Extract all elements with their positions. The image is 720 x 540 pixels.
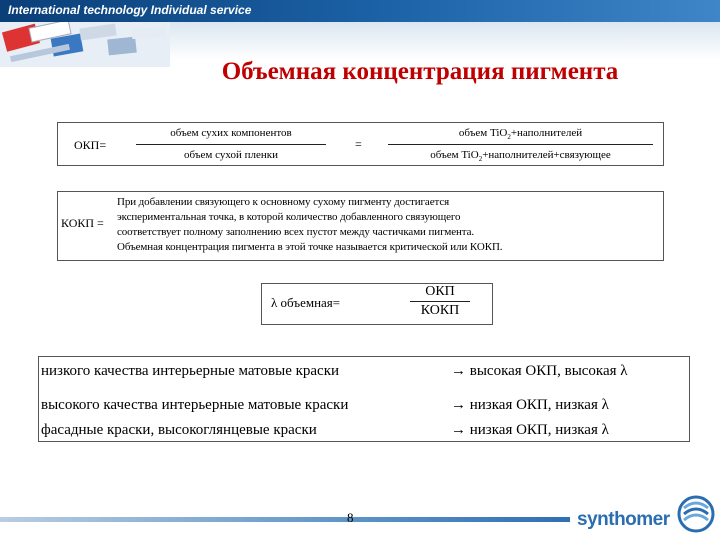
definition-line: соответствует полному заполнению всех пустот между частичками пигмента. [117, 226, 475, 238]
lambda-denominator: КОКП [420, 303, 460, 318]
lambda-formula-box [261, 283, 493, 325]
fraction-line [388, 144, 653, 145]
lambda-numerator: ОКП [425, 284, 455, 299]
lambda-label: λ объемная= [271, 295, 341, 310]
left-denominator: объем сухой пленки [184, 149, 278, 161]
paint-result: → низкая ОКП, низкая λ [451, 397, 609, 413]
okp-right-fraction [388, 126, 653, 163]
right-denominator: объем TiO$_2$+наполнителей+связующее [430, 149, 611, 164]
okp-formula-box [57, 122, 664, 166]
header-bar [0, 0, 720, 22]
okp-label: ОКП= [74, 138, 107, 152]
equals-sign: = [355, 137, 362, 151]
service-text: International technology Individual service [8, 3, 252, 17]
paint-type: низкого качества интерьерные матовые краски [41, 363, 340, 379]
fraction-line [410, 301, 470, 302]
lambda-fraction [410, 284, 470, 319]
paint-result: → высокая ОКП, высокая λ [451, 363, 628, 379]
right-numerator: объем TiO$_2$+наполнителей [458, 127, 583, 142]
footer-line [0, 517, 570, 522]
okp-left-fraction [136, 126, 326, 163]
synthomer-logo-icon [676, 494, 716, 534]
paint-result: → низкая ОКП, низкая λ [451, 422, 609, 438]
definition-line: Объемная концентрация пигмента в этой точке называется критической или КОКП. [117, 241, 503, 253]
kokp-label: КОКП = [61, 216, 104, 230]
paint-type: фасадные краски, высокоглянцевые краски [41, 422, 317, 438]
synthomer-logo-text: synthomer [577, 509, 670, 530]
left-numerator: объем сухих компонентов [170, 127, 292, 139]
kokp-definition-text [117, 195, 661, 255]
header-decoration-image [0, 22, 170, 67]
fraction-line [136, 144, 326, 145]
definition-line: При добавлении связующего к основному сухому пигменту достигается [117, 196, 450, 208]
page-title: Объемная концентрация пигмента [221, 58, 619, 85]
definition-line: экспериментальная точка, в которой количество добавленного связующего [117, 211, 461, 223]
paint-types-box [38, 356, 690, 442]
paint-type: высокого качества интерьерные матовые краски [41, 397, 349, 413]
kokp-definition-box [57, 191, 664, 261]
page-number: 8 [347, 510, 354, 525]
